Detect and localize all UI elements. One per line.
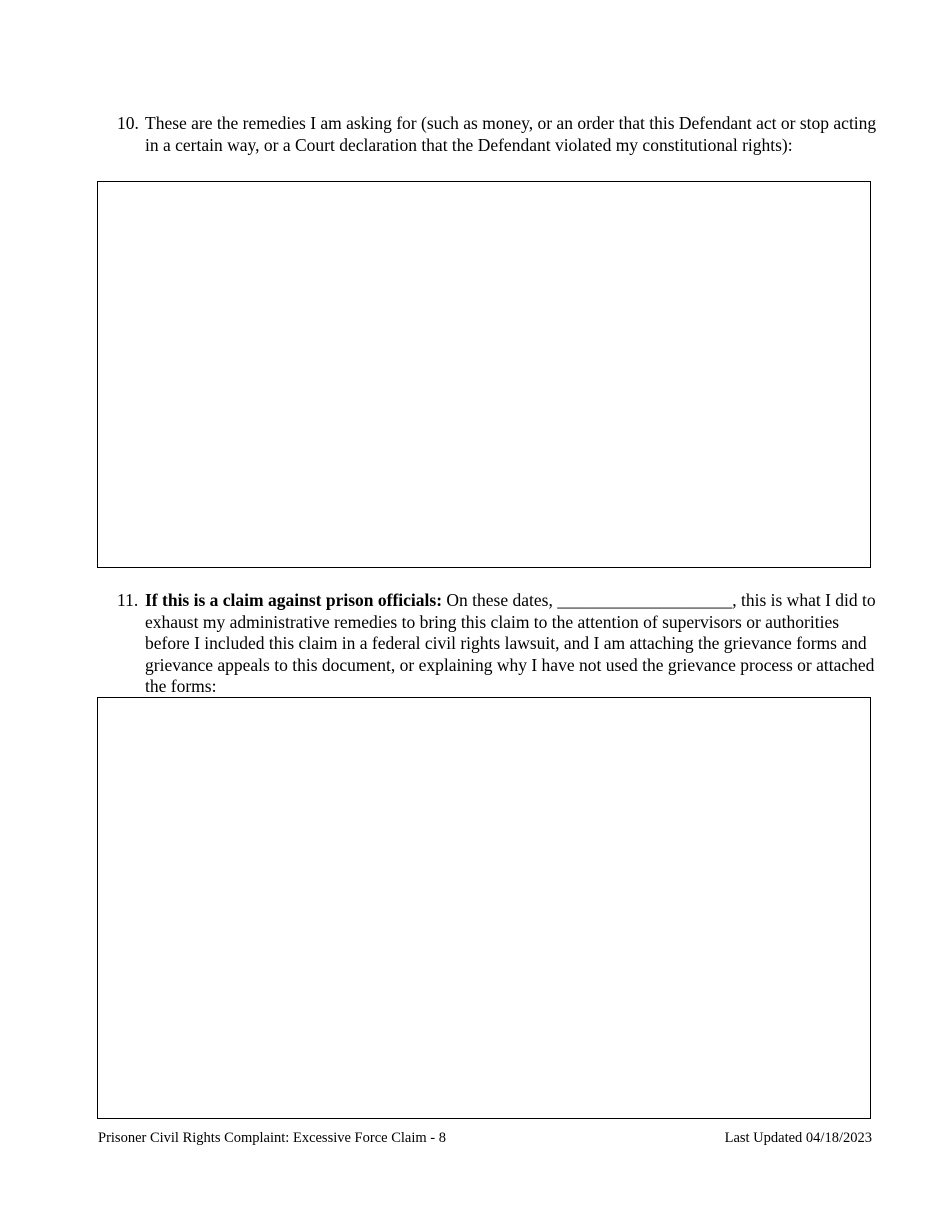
footer-document-title: Prisoner Civil Rights Complaint: Excessive Force Claim - 8 <box>98 1130 446 1146</box>
remedies-answer-box[interactable] <box>97 181 871 568</box>
question-10 <box>117 113 877 156</box>
dates-blank-field[interactable]: ____________________ <box>557 590 733 610</box>
question-10-text: These are the remedies I am asking for (such as money, or an order that this Defendant act or stop acting in a certain way, or a Court declaration that the Defendant violated my constitutional rights): <box>145 113 877 155</box>
question-11 <box>117 590 877 698</box>
question-10-number: 10. <box>117 113 139 133</box>
footer-last-updated: Last Updated 04/18/2023 <box>724 1130 872 1146</box>
question-11-text-before-blank: On these dates, <box>442 590 558 610</box>
question-11-text <box>145 590 877 698</box>
question-11-bold-lead: If this is a claim against prison officials: <box>145 590 443 610</box>
question-11-number: 11. <box>117 590 139 610</box>
question-11-text-after-blank: , this is what I did to exhaust my administrative remedies to bring this claim to the attention of supervisors or authorities before I included this claim in a federal civil rights lawsuit, and I am attaching the grievance forms and grievance appeals to this document, or explaining why I have not used the grievance process or attached the forms: <box>145 590 876 696</box>
exhaustion-answer-box[interactable] <box>97 697 871 1119</box>
